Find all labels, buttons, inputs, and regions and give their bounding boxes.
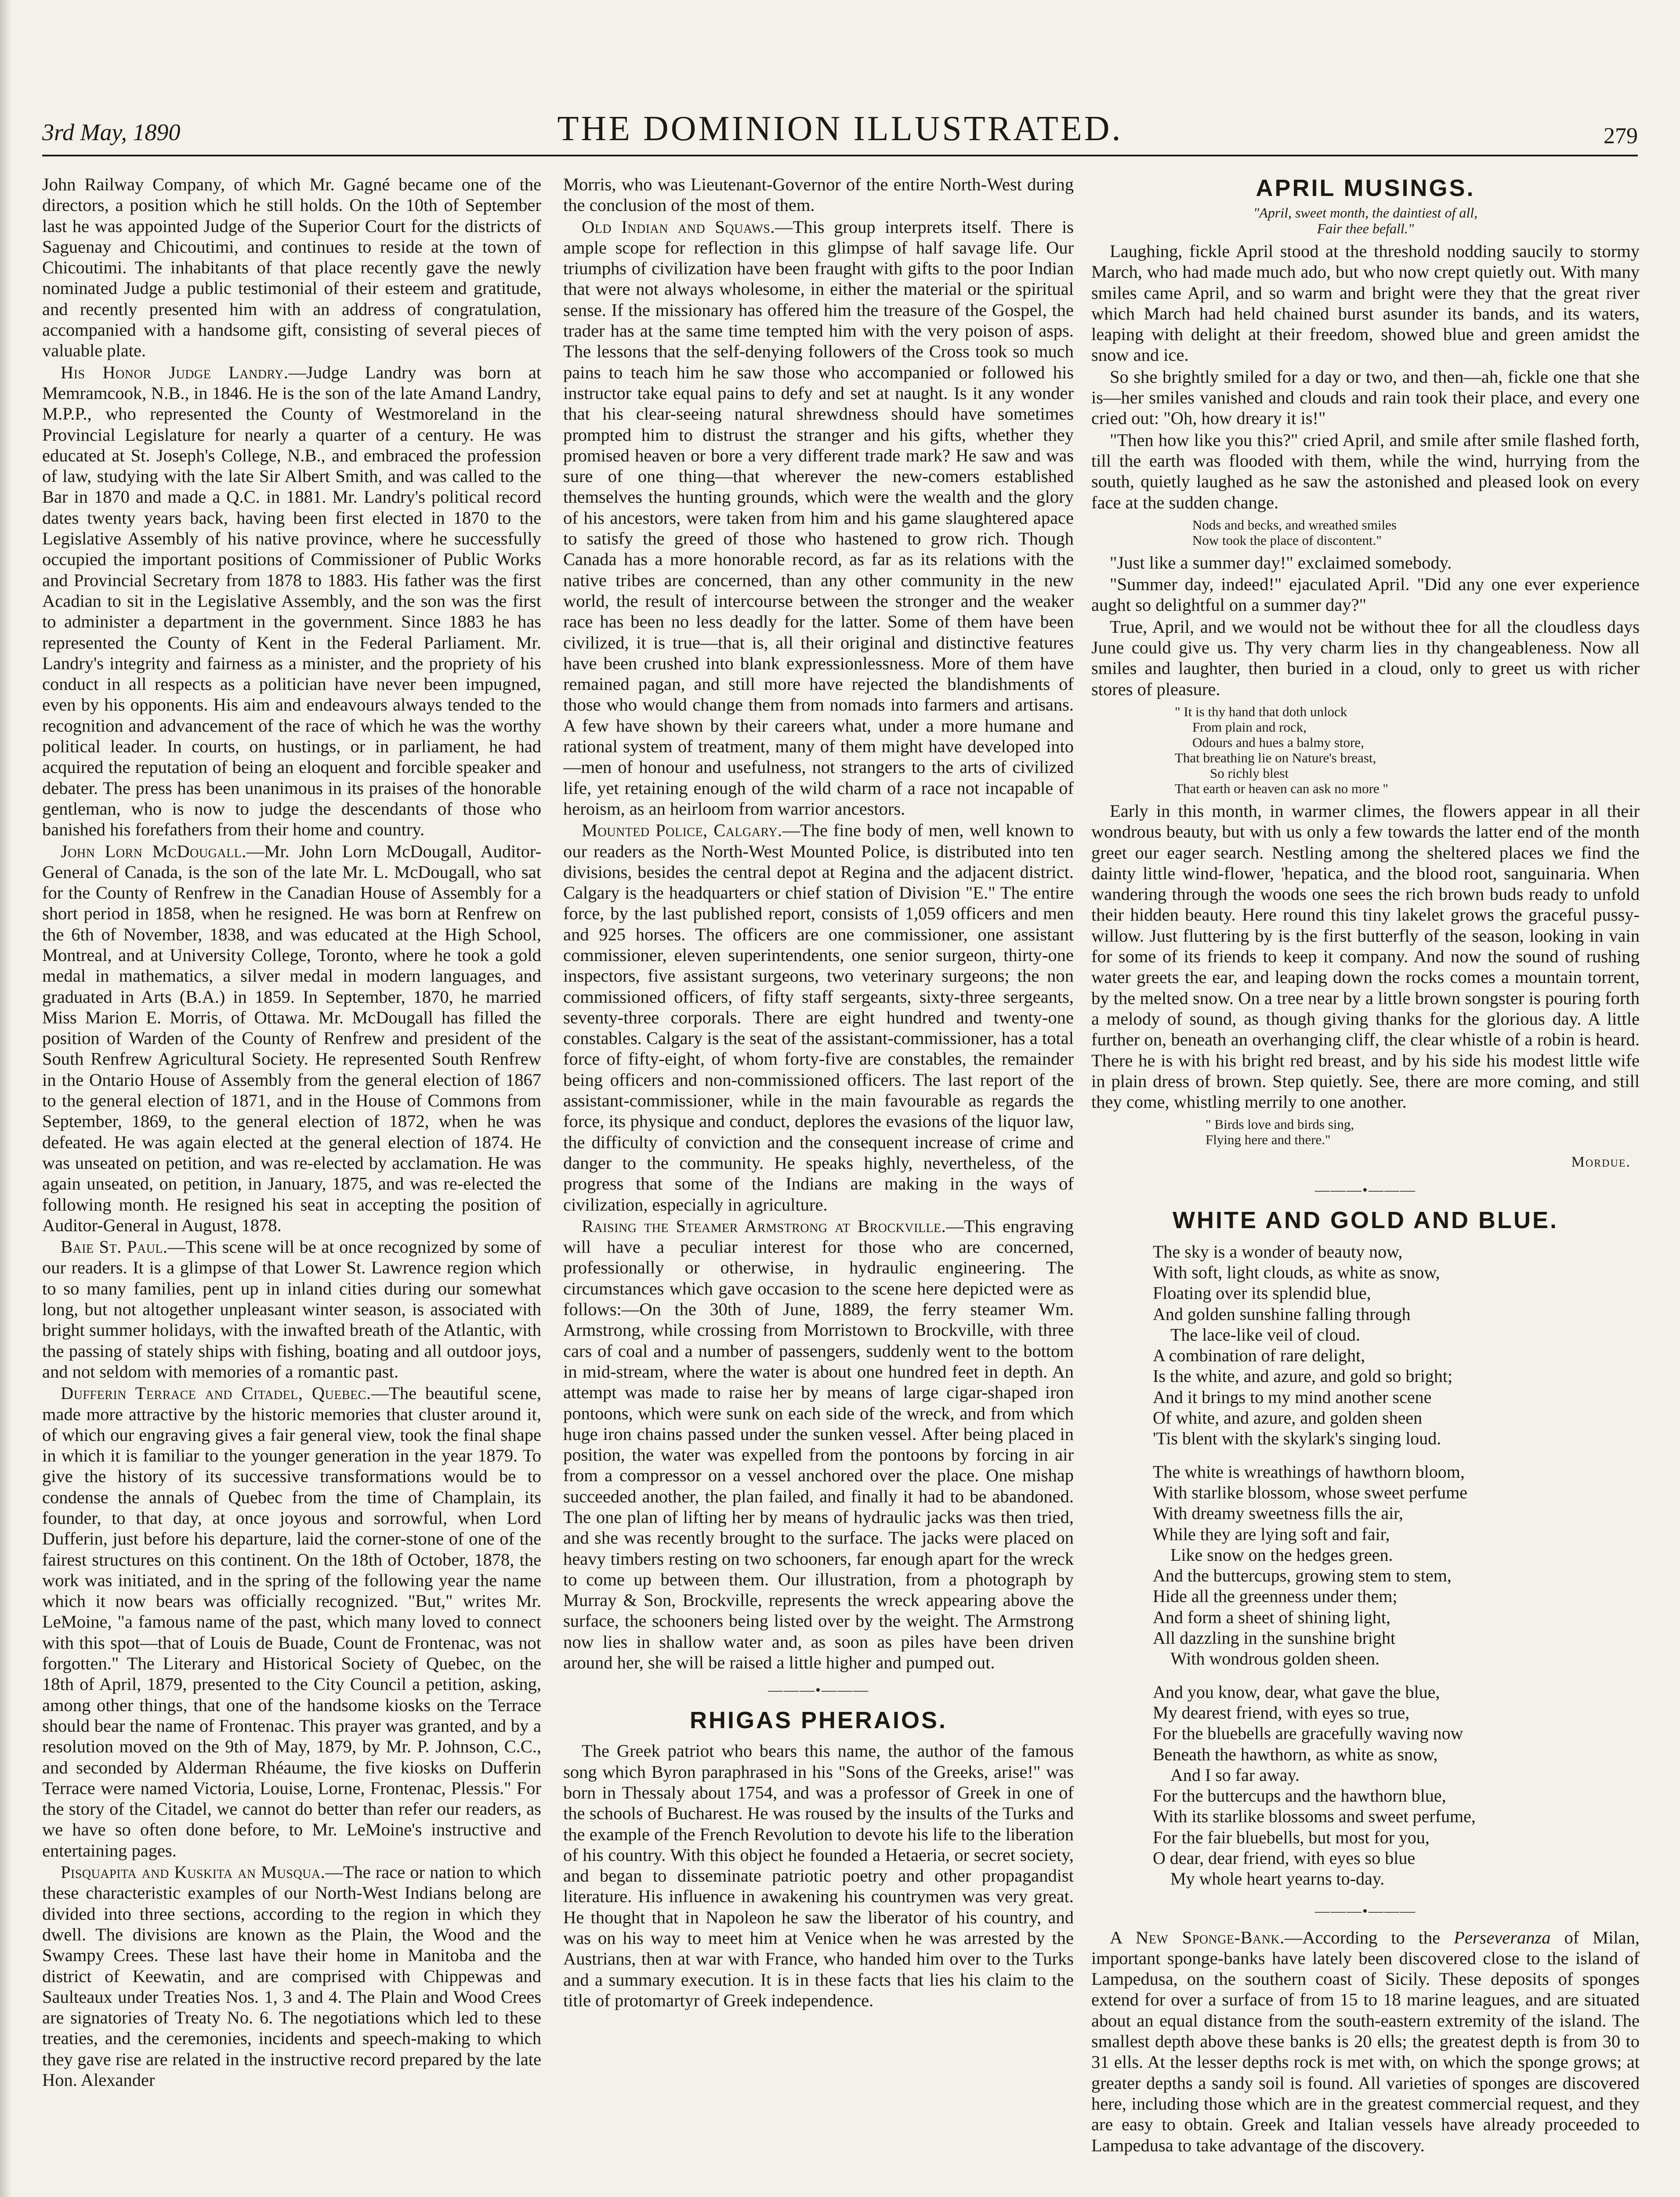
article-body: —Mr. John Lorn McDougall, Auditor-General of Canada, is the son of the late Mr. L. McDougall, who sat for the County of Renfrew in the Canadian House of Assembly for a short period in 1858, when he resigned. He was born at Renfrew on the 6th of November, 1838, and was educated at the High School, Montreal, and at University College, Toronto, where he took a gold medal in mathematics, a silver medal in modern languages, and graduated in Arts (B.A.) in 1859. In September, 1870, he married Miss Marion E. Morris, of Ottawa. Mr. McDougall has filled the position of Warden of the County of Renfrew and president of the South Renfrew Agricultural Society. He represented South Renfrew in the Ontario House of Assembly from the general election of 1867 to the general election of 1871, and in the House of Commons from September, 1869, to the general election of 1872, when he was defeated. He was again elected at the general election of 1874. He was unseated on petition, and was re-elected by acclamation. He was again unseated, on petition, in January, 1875, and was re-elected the following month. He resigned his seat in accepting the position of Auditor-General in August, 1878. — [42, 841, 541, 1235]
article-heading: His Honor Judge Landry. — [61, 362, 289, 382]
article-heading: Baie St. Paul. — [61, 1237, 168, 1257]
page-number: 279 — [1604, 123, 1638, 149]
poem-line: My whole heart yearns to-day. — [1170, 1869, 1385, 1889]
poem-line: With starlike blossom, whose sweet perfume — [1153, 1482, 1468, 1502]
april-epigraph — [1091, 205, 1640, 236]
poem-line: And form a sheet of shining light, — [1153, 1607, 1391, 1627]
article-heading: A New Sponge-Bank. — [1110, 1927, 1285, 1947]
article-judge-landry — [42, 362, 541, 840]
quote-line: Now took the place of discontent." — [1192, 532, 1382, 548]
author-signature: Mordue. — [1571, 1154, 1631, 1171]
poem-line: Like snow on the hedges green. — [1170, 1544, 1393, 1565]
april-paragraph: True, April, and we would not be without thee for all the cloudless days June could give us. Thy very charm lies in thy changeableness. Now all smiles and laughter, then buried in a cloud, only to greet us with richer stores of pleasure. — [1091, 616, 1640, 699]
poem-line: While they are lying soft and fair, — [1153, 1524, 1390, 1544]
quote-line: So richly blest — [1210, 765, 1289, 781]
poem-stanza — [1153, 1682, 1640, 1889]
april-quote — [1206, 1117, 1640, 1147]
article-body: —According to the — [1284, 1927, 1454, 1947]
poem-line: With wondrous golden sheen. — [1170, 1649, 1380, 1669]
poem-line: With soft, light clouds, as white as snow, — [1153, 1262, 1440, 1282]
poem-line: The white is wreathings of hawthorn bloom, — [1153, 1461, 1465, 1482]
epigraph-line: "April, sweet month, the daintiest of all, — [1253, 205, 1478, 221]
column-middle — [563, 174, 1074, 2197]
poem-line: For the fair bluebells, but most for you, — [1153, 1827, 1430, 1847]
article-body: —This group interprets itself. There is ample scope for reflection in this glimpse of half savage life. Our triumphs of civilization have been fraught with gifts to the poor Indian that were not always wholesome, in either the material or the spiritual sense. If the missionary has offered him the treasure of the Gospel, the trader has at the same time tempted him with the very poison of asps. The lessons that the self-denying followers of the Cross took so much pains to teach him he saw those who accompanied or followed his instructor take equal pains to defy and set at naught. Is it any wonder that his clear-seeing natural shrewdness should have sometimes prompted him to distrust the stranger and his gifts, whether they promised heaven or bore a very different trade mark? He saw and was sure of one thing—that wherever the new-comers established themselves the hunting grounds, which were the wealth and the glory of his ancestors, were taken from him and his game slaughtered apace to satisfy the greed of those who hastened to grow rich. Though Canada has a more honorable record, as far as its relations with the native tribes are concerned, than any other community in the new world, the result of intercourse between the stronger and the weaker race has been no less deadly for the latter. Some of them have been civilized, it is true—that is, all their original and distinctive features have been crushed into blank expressionlessness. More of them have remained pagan, and still more have rejected the blandishments of those who would change them from nomads into farmers and artisans. A few have shown by their careers what, under a more humane and rational system of treatment, many of them might have developed into—men of honour and usefulness, not strangers to the arts of civilized life, yet retaining enough of the wild charm of a race not incapable of heroism, as an heirloom from warrior ancestors. — [563, 217, 1074, 819]
poem-line: With dreamy sweetness fills the air, — [1153, 1503, 1403, 1523]
article-pisquapita-continued: Morris, who was Lieutenant-Governor of the entire North-West during the conclusion of the most of them. — [563, 174, 1074, 215]
article-pisquapita — [42, 1862, 541, 2090]
article-heading: Old Indian and Squaws. — [582, 217, 775, 237]
publication-title: THE DOMINION ILLUSTRATED. — [557, 109, 1123, 148]
poem-line: O dear, dear friend, with eyes so blue — [1153, 1848, 1416, 1868]
quote-line: Nods and becks, and wreathed smiles — [1192, 517, 1397, 533]
article-body: —The race or nation to which these characteristic examples of our North-West Indians belong are divided into three sections, according to the region in which they dwell. The divisions are known as the Plain, the Wood and the Swampy Crees. These last have their home in Manitoba and the district of Keewatin, and are comprised with Chippewas and Saulteaux under Treaties Nos. 1, 3 and 4. The Plain and Wood Crees are signatories of Treaty No. 6. The negotiations which led to these treaties, and the ceremonies, incidents and speech-making to which they gave rise are related in the instructive record prepared by the late Hon. Alexander — [42, 1862, 541, 2090]
issue-date: 3rd May, 1890 — [42, 119, 181, 145]
article-baie-st-paul — [42, 1236, 541, 1382]
article-dufferin-terrace — [42, 1383, 541, 1861]
quote-line: That breathing lie on Nature's breast, — [1175, 750, 1376, 765]
quote-line: " Birds love and birds sing, — [1206, 1117, 1354, 1132]
poem-line: Of white, and azure, and golden sheen — [1153, 1408, 1423, 1428]
poem-line: And it brings to my mind another scene — [1153, 1387, 1432, 1407]
poem-line: The lace-like veil of cloud. — [1170, 1324, 1361, 1345]
quote-line: " It is thy hand that doth unlock — [1175, 703, 1347, 719]
section-divider: ———•——— — [1315, 1182, 1416, 1198]
article-body: of Milan, important sponge-banks have lately been discovered close to the island of Lampedusa, on the southern coast of Sicily. These deposits of sponges extend for over a surface of from 15 to 18 marine leagues, and are situated about an equal distance from the south-eastern extremity of the island. The smallest depth above these banks is 20 ells; the greatest depth is from 30 to 31 ells. At the lesser depths rock is met with, on which the sponge grows; at greater depths a sandy soil is found. All varieties of sponges are discovered here, including those which are in the greatest commercial request, and they are easy to obtain. Greek and Italian vessels have already proceeded to Lampedusa to take advantage of the discovery. — [1091, 1927, 1640, 2155]
article-heading: Mounted Police, Calgary. — [582, 820, 782, 841]
poem — [1153, 1241, 1640, 1889]
article-sponge-bank — [1091, 1927, 1640, 2156]
article-heading: Raising the Steamer Armstrong at Brockville. — [582, 1216, 946, 1236]
poem-line: Floating over its splendid blue, — [1153, 1283, 1371, 1303]
poem-line: All dazzling in the sunshine bright — [1153, 1628, 1396, 1648]
newspaper-name: Perseveranza — [1454, 1927, 1551, 1947]
quote-line: That earth or heaven can ask no more " — [1175, 780, 1389, 796]
poem-line: And golden sunshine falling through — [1153, 1304, 1411, 1324]
poem-line: 'Tis blent with the skylark's singing loud. — [1153, 1428, 1441, 1449]
article-heading: John Lorn McDougall. — [61, 841, 246, 861]
april-quote — [1175, 704, 1640, 796]
april-musings-title: APRIL MUSINGS. — [1256, 175, 1475, 201]
article-mounted-police — [563, 820, 1074, 1215]
epigraph-line: Fair thee befall." — [1317, 221, 1414, 236]
poem-stanza — [1153, 1241, 1640, 1449]
poem-line: For the bluebells are gracefully waving now — [1153, 1723, 1463, 1744]
april-paragraph: "Then how like you this?" cried April, and smile after smile flashed forth, till the earth was flooded with them, while the wind, hurrying from the south, quietly laughed as he saw the astonished and pleased look on every face at the sudden change. — [1091, 430, 1640, 512]
article-old-indian — [563, 217, 1074, 819]
poem-line: Is the white, and azure, and gold so bright; — [1153, 1366, 1453, 1386]
april-quote — [1175, 517, 1640, 548]
poem-line: And the buttercups, growing stem to stem, — [1153, 1566, 1452, 1586]
article-body: —Judge Landry was born at Memramcook, N.B., in 1846. He is the son of the late Amand Landry, M.P.P., who represented the County of Westmoreland in the Provincial Legislature for nearly a quarter of a century. He was educated at St. Joseph's College, N.B., and embraced the profession of law, studying with the late Sir Albert Smith, and was called to the Bar in 1870 and made a Q.C. in 1881. Mr. Landry's political record dates twenty years back, having been first elected in 1870 to the Legislative Assembly of his native province, where he successfully occupied the important positions of Commissioner of Public Works and Provincial Secretary from 1878 to 1883. His father was the first Acadian to sit in the Legislative Assembly, and the son was the first to administer a department in the government. Since 1883 he has represented the County of Kent in the Federal Parliament. Mr. Landry's integrity and fairness as a minister, and the propriety of his conduct in all respects as a politician have never been impugned, even by his opponents. His aim and endeavours always tended to the recognition and advancement of the race of which he was the worthy political leader. In courts, on hustings, or in parliament, he had acquired the reputation of being an eloquent and forcible speaker and debater. The press has been unanimous in its praises of the honorable gentleman, who is now to judge the descendants of those who banished his forefathers from their home and country. — [42, 362, 541, 840]
quote-line: From plain and rock, — [1192, 719, 1307, 735]
article-gagne-continued: John Railway Company, of which Mr. Gagné became one of the directors, a position which he still holds. On the 10th of September last he was appointed Judge of the Superior Court for the districts of Saguenay and Chicoutimi, and continues to reside at the town of Chicoutimi. The inhabitants of that place recently gave the newly nominated Judge a public testimonial of their esteem and gratitude, and recently presented him with an address of congratulation, accompanied with a handsome gift, consisting of several pieces of valuable plate. — [42, 174, 541, 361]
header-rule — [42, 155, 1638, 156]
article-body: —The fine body of men, well known to our readers as the North-West Mounted Police, is distributed into ten divisions, besides the central depot at Regina and the adjacent district. Calgary is the headquarters or chief station of Division "E." The entire force, by the last published report, consists of 1,059 officers and men and 925 horses. The officers are one commissioner, one assistant commissioner, eleven superintendents, one senior surgeon, thirty-one inspectors, five assistant surgeons, two veterinary surgeons; the non commissioned officers, of fifty staff sergeants, sixty-three sergeants, seventy-three corporals. There are eight hundred and twenty-one constables. Calgary is the seat of the assistant-commissioner, has a total force of fifty-eight, of whom forty-five are constables, the remainder being officers and non-commissioned officers. The last report of the assistant-commissioner, while in the main favourable as regards the force, its physique and conduct, deplores the evasions of the liquor law, the difficulty of conviction and the consequent increase of crime and danger to the community. He speaks highly, nevertheless, of the progress that some of the Indians are making in the ways of civilization, especially in agriculture. — [563, 820, 1074, 1215]
poem-line: My dearest friend, with eyes so true, — [1153, 1702, 1410, 1722]
white-gold-blue-title: WHITE AND GOLD AND BLUE. — [1173, 1207, 1558, 1233]
poem-line: The sky is a wonder of beauty now, — [1153, 1241, 1403, 1262]
april-paragraph: "Summer day, indeed!" ejaculated April. "Did any one ever experience aught so delightful on a summer day?" — [1091, 574, 1640, 615]
article-body: —This scene will be at once recognized by some of our readers. It is a glimpse of that Lower St. Lawrence region which to so many families, pent up in inland cities during our somewhat long, but not altogether unpleasant winter season, is associated with bright summer holidays, with the inwafted breath of the Atlantic, with the passing of stately ships with fishing, boating and all outdoor joys, and not seldom with memories of a romantic past. — [42, 1237, 541, 1381]
poem-line: With its starlike blossoms and sweet perfume, — [1153, 1806, 1476, 1827]
poem-line: Hide all the greenness under them; — [1153, 1586, 1398, 1606]
april-paragraph: "Just like a summer day!" exclaimed somebody. — [1110, 552, 1452, 573]
article-heading: Dufferin Terrace and Citadel, Quebec. — [61, 1383, 371, 1403]
poem-line: And you know, dear, what gave the blue, — [1153, 1682, 1440, 1702]
poem-line: And I so far away. — [1170, 1765, 1300, 1785]
column-right — [1091, 174, 1640, 2197]
column-left — [42, 174, 541, 2197]
section-divider: ———•——— — [768, 1682, 869, 1699]
poem-stanza — [1153, 1461, 1640, 1669]
article-body: —The beautiful scene, made more attractive by the historic memories that cluster around it, of which our engraving gives a fair general view, took the final shape in which it is familiar to the younger generation in the year 1879. To give the history of its successive transformations would be to condense the annals of Quebec from the time of Champlain, its founder, to that day, at once joyous and sorrowful, when Lord Dufferin, just before his departure, laid the corner-stone of one of the fairest structures on this continent. On the 18th of October, 1878, the work was initiated, and in the spring of the following year the name which it now bears was officially recognized. "But," writes Mr. LeMoine, "a famous name of the past, which many loved to connect with this spot—that of Louis de Buade, Count de Frontenac, was not forgotten." The Literary and Historical Society of Quebec, on the 18th of April, 1879, presented to the City Council a petition, asking, among other things, that one of the handsome kiosks on the Terrace should bear the name of Frontenac. This prayer was granted, and by a resolution moved on the 9th of May, 1879, by Mr. P. Johnson, C.C., and seconded by Alderman Rhéaume, the five kiosks on Dufferin Terrace were named Victoria, Louise, Lorne, Frontenac, Plessis." For the story of the Citadel, we cannot do better than refer our readers, as we have so often done before, to Mr. LeMoine's instructive and entertaining pages. — [42, 1383, 541, 1860]
article-armstrong — [563, 1216, 1074, 1673]
page-edge-shadow — [0, 0, 11, 2197]
april-paragraph: Early in this month, in warmer climes, the flowers appear in all their wondrous beauty, but with us only a few towards the latter end of the month greet our eager search. Nestling among the sheltered places we find the dainty little wind-flower, 'hepatica, and the blood root, sanguinaria. When wandering through the woods one sees the rich brown buds ready to unfold their hidden beauty. Here round this tiny lakelet grows the graceful pussy-willow. Just fluttering by is the first butterfly of the season, looking in vain for some of its friends to keep it company. And now the sound of rushing water greets the ear, and leaping down the rocks comes a mountain torrent, by the melted snow. On a tree near by a little brown songster is pouring forth a melody of sound, as though giving thanks for the glorious day. A little further on, beneath an overhanging cliff, the clear whistle of a robin is heard. There he is with his bright red breast, and by his side his modest little wife in plain dress of brown. Step quietly. See, there are more coming, and still they come, whistling merrily to one another. — [1091, 801, 1640, 1112]
section-divider: ———•——— — [1315, 1903, 1416, 1919]
quote-line: Flying here and there." — [1206, 1132, 1331, 1148]
rhigas-title: RHIGAS PHERAIOS. — [689, 1707, 948, 1734]
article-mcdougall — [42, 841, 541, 1236]
rhigas-body: The Greek patriot who bears this name, the author of the famous song which Byron paraphrased in his "Sons of the Greeks, arise!" was born in Thessaly about 1754, and was a professor of Greek in one of the schools of Bucharest. He was roused by the insults of the Turks and the example of the French Revolution to devote his life to the liberation of his country. With this object he founded a Hetaeria, or secret society, and began to disseminate patriotic poetry and other propagandist literature. His influence in awakening his countrymen was very great. He thought that in Napoleon he saw the liberator of his country, and was on his way to meet him at Venice when he was arrested by the Austrians, then at war with France, who handed him over to the Turks and a summary execution. It is in these facts that lies his claim to the title of protomartyr of Greek independence. — [563, 1741, 1074, 2010]
article-body: —This engraving will have a peculiar interest for those who are concerned, professionally or otherwise, in hydraulic engineering. The circumstances which gave occasion to the scene here depicted were as follows:—On the 30th of June, 1889, the ferry steamer Wm. Armstrong, while crossing from Morristown to Brockville, with three cars of coal and a number of passengers, suddenly went to the bottom in mid-stream, where the water is about one hundred feet in depth. An attempt was made to raise her by means of large cigar-shaped iron pontoons, which were sunk on each side of the wreck, and from which huge iron chains passed under the sunken vessel. After being placed in position, the water was expelled from the pontoons by forcing in air from a compressor on a vessel anchored over the place. One mishap succeeded another, the plan failed, and finally it had to be abandoned. The one plan of lifting her by means of hydraulic jacks was then tried, and she was recently brought to the surface. The jacks were placed on heavy timbers resting on two schooners, far enough apart for the wreck to come up between them. Our illustration, from a photograph by Murray & Son, Brockville, represents the wreck appearing above the surface, the schooners being listed over by the weight. The Armstrong now lies in shallow water and, as soon as piles have been driven around her, she will be raised a little higher and pumped out. — [563, 1216, 1074, 1673]
poem-line: Beneath the hawthorn, as white as snow, — [1153, 1744, 1438, 1764]
poem-line: A combination of rare delight, — [1153, 1345, 1365, 1366]
article-heading: Pisquapita and Kuskita an Musqua. — [61, 1862, 326, 1882]
april-paragraph: So she brightly smiled for a day or two, and then—ah, fickle one that she is—her smiles vanished and clouds and rain took their place, and every one cried out: "Oh, how dreary it is!" — [1091, 366, 1640, 428]
running-head — [42, 101, 1638, 154]
poem-line: For the buttercups and the hawthorn blue, — [1153, 1786, 1446, 1806]
april-paragraph: Laughing, fickle April stood at the threshold nodding saucily to stormy March, who had made much ado, but who now crept quietly out. With many smiles came April, and so warm and bright were they that the great river which March had held chained burst asunder its bands, and its waters, leaping with delight at their freedom, showed blue and green amidst the snow and ice. — [1091, 241, 1640, 365]
quote-line: Odours and hues a balmy store, — [1192, 734, 1364, 750]
